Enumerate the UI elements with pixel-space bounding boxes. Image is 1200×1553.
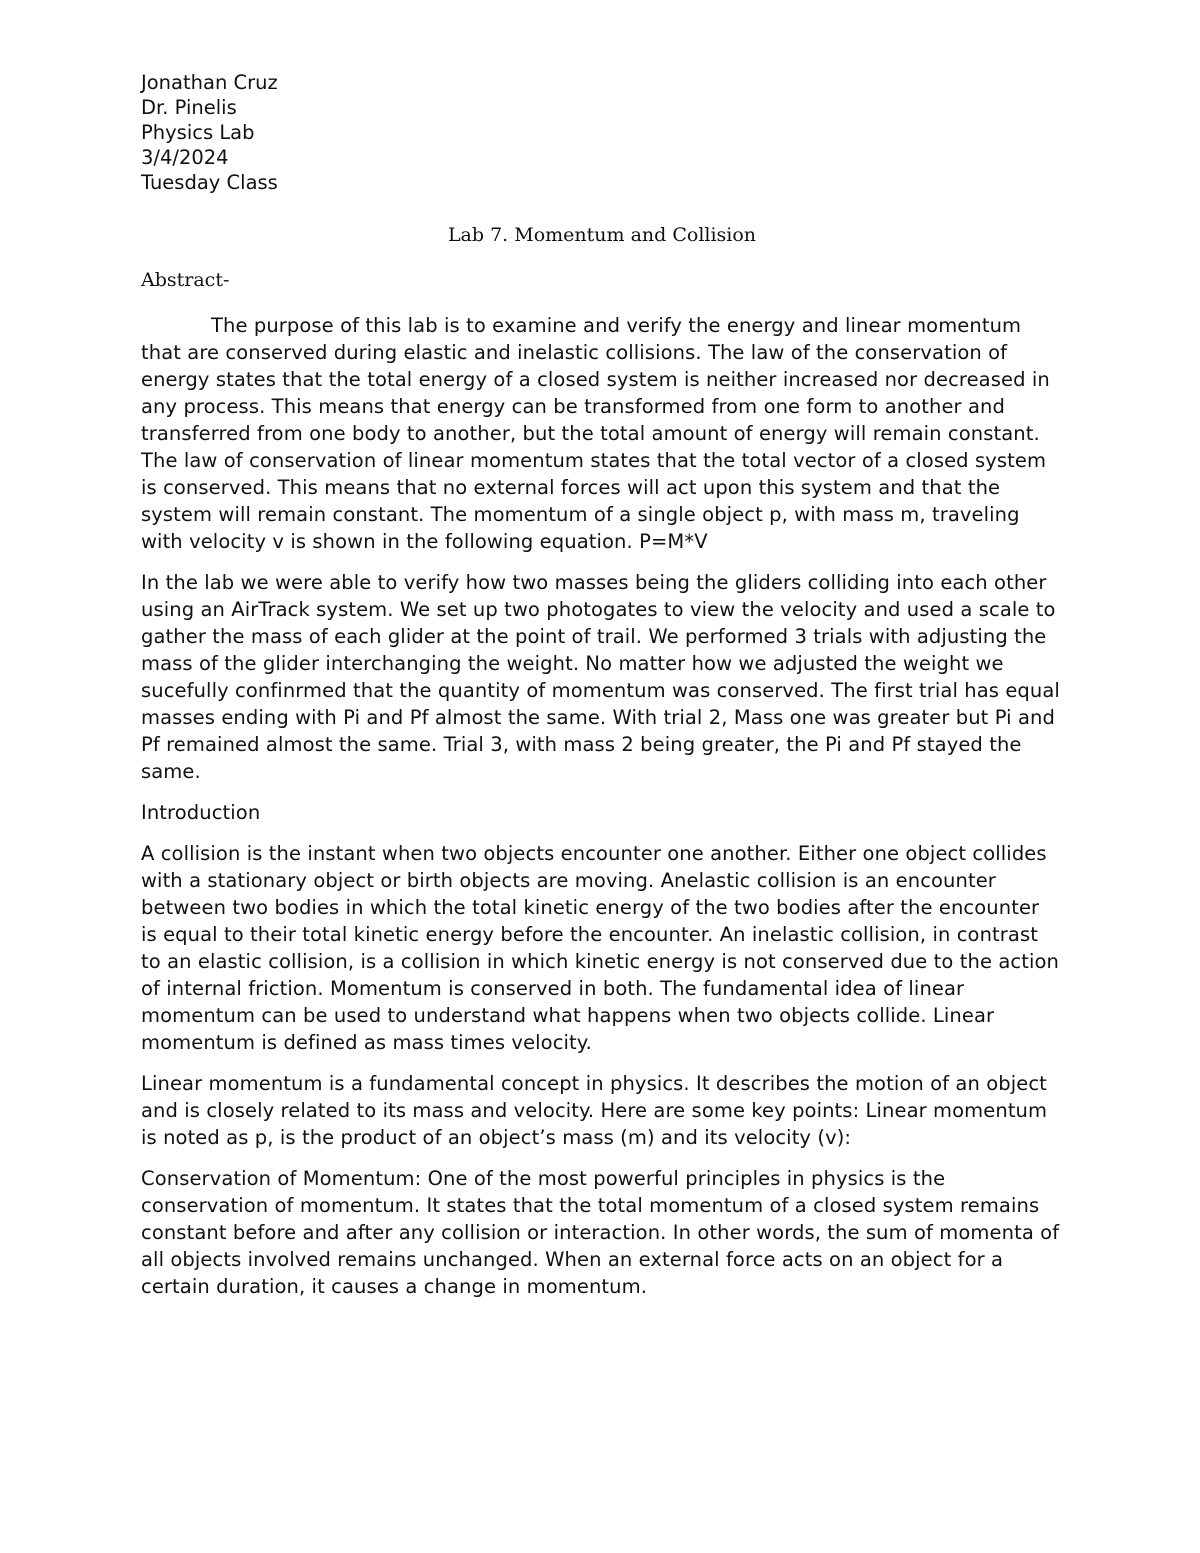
introduction-paragraph-1: A collision is the instant when two objects encounter one another. Either one object collides with a stationary object or birth objects are moving. Anelastic collision is an encounter between two bodies in which the total kinetic energy of the two bodies after the encounter is equal to their total kinetic energy before the encounter. An inelastic collision, in contrast to an elastic collision, is a collision in which kinetic energy is not conserved due to the action of internal friction. Momentum is conserved in both. The fundamental idea of linear momentum can be used to understand what happens when two objects collide. Linear momentum is defined as mass times velocity.	[141, 842, 1059, 1054]
introduction-paragraph-2: Linear momentum is a fundamental concept in physics. It describes the motion of an object and is closely related to its mass and velocity. Here are some key points: Linear momentum is noted as p, is the product of an object’s mass (m) and its velocity (v):	[141, 1072, 1048, 1149]
document-content	[141, 70, 1061, 1300]
introduction-heading: Introduction	[141, 801, 261, 824]
instructor-name: Dr. Pinelis	[141, 96, 237, 119]
document-title: Lab 7. Momentum and Collision	[447, 224, 757, 246]
abstract-paragraph-1: The purpose of this lab is to examine and verify the energy and linear momentum that are conserved during elastic and inelastic collisions. The law of the conservation of energy states that the total energy of a closed system is neither increased nor decreased in any process. This means that energy can be transformed from one form to another and transferred from one body to another, but the total amount of energy will remain constant. The law of conservation of linear momentum states that the total vector of a closed system is conserved. This means that no external forces will act upon this system and that the system will remain constant. The momentum of a single object p, with mass m, traveling with velocity v is shown in the following equation. P=M*V	[141, 314, 1050, 553]
author-name: Jonathan Cruz	[141, 71, 278, 94]
abstract-paragraph-2: In the lab we were able to verify how two masses being the gliders colliding into each other using an AirTrack system. We set up two photogates to view the velocity and used a scale to gather the mass of each glider at the point of trail. We performed 3 trials with adjusting the mass of the glider interchanging the weight. No matter how we adjusted the weight we sucefully confinrmed that the quantity of momentum was conserved. The first trial has equal masses ending with Pi and Pf almost the same. With trial 2, Mass one was greater but Pi and Pf remained almost the same. Trial 3, with mass 2 being greater, the Pi and Pf stayed the same.	[141, 571, 1060, 783]
class-section: Tuesday Class	[141, 171, 278, 194]
document-date: 3/4/2024	[141, 146, 229, 169]
abstract-heading: Abstract-	[141, 269, 230, 291]
course-name: Physics Lab	[141, 121, 255, 144]
introduction-paragraph-3: Conservation of Momentum: One of the most powerful principles in physics is the conservation of momentum. It states that the total momentum of a closed system remains constant before and after any collision or interaction. In other words, the sum of momenta of all objects involved remains unchanged. When an external force acts on an object for a certain duration, it causes a change in momentum.	[141, 1167, 1060, 1298]
header-block	[141, 70, 1061, 195]
